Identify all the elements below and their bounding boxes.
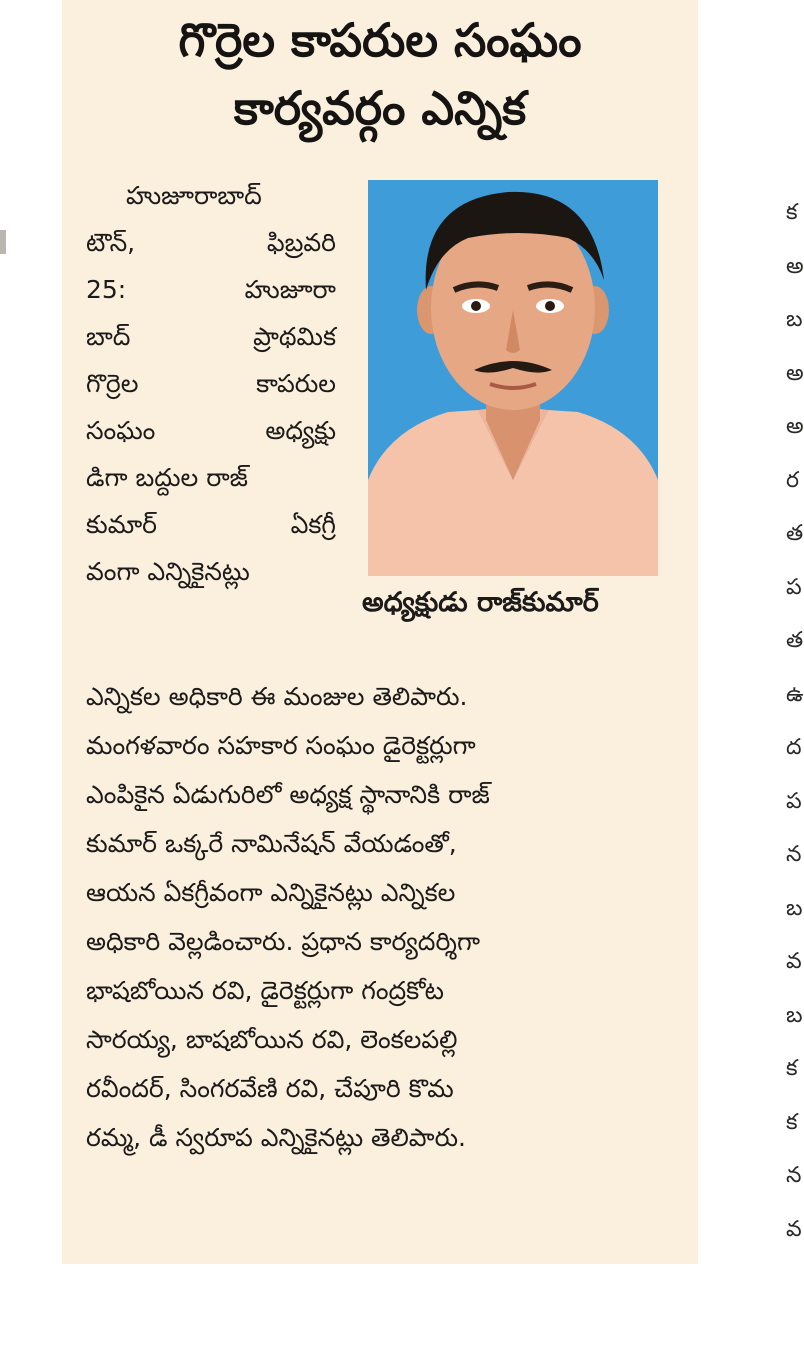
headline-line-2: కార్యవర్గం ఎన్నిక: [233, 81, 527, 135]
body-line: ఎన్నికల అధికారి ఈ మంజుల తెలిపారు.: [86, 682, 468, 711]
body-line: రవీందర్, సింగరవేణి రవి, చేపూరి కొమ: [86, 1074, 454, 1103]
headline-line-1: గొర్రెల కాపరుల సంఘం: [178, 13, 582, 67]
photo-caption: అధ్యక్షుడు రాజ్‌కుమార్: [362, 587, 599, 618]
side-char: త: [786, 521, 804, 546]
side-char: అ: [786, 360, 804, 386]
side-char: ర: [786, 467, 800, 493]
side-char: బ: [786, 1002, 803, 1028]
lead-line: డిగా బద్దుల రాజ్: [86, 463, 248, 492]
body-line: భాషబోయిన రవి, డైరెక్టర్లుగా గంద్రకోట: [86, 976, 444, 1005]
side-char: అ: [786, 253, 804, 279]
side-char: ద: [786, 735, 802, 760]
lead-line: 25: హుజూరా: [86, 275, 336, 304]
portrait-photo: [368, 180, 658, 576]
body-line: కుమార్ ఒక్కరే నామినేషన్ వేయడంతో,: [86, 829, 457, 858]
lead-line: కుమార్ ఏకగ్రీ: [86, 510, 336, 539]
side-char: బ: [786, 895, 803, 921]
side-char: ఉ: [786, 681, 804, 707]
lead-line: సంఘం అధ్యక్షు: [86, 416, 336, 445]
lead-paragraph: [86, 172, 336, 595]
side-char: అ: [786, 414, 804, 439]
lead-line: హుజూరాబాద్: [126, 181, 262, 210]
lead-line: గొర్రెల కాపరుల: [86, 369, 336, 398]
lead-line: వంగా ఎన్నికైనట్లు: [86, 557, 250, 586]
side-char: క: [786, 1109, 798, 1135]
body-line: ఎంపికైన ఏడుగురిలో అధ్యక్ష స్థానానికి రాజ్: [86, 780, 490, 809]
portrait-illustration: [368, 180, 658, 576]
side-char: న: [786, 842, 802, 867]
side-char: న: [786, 1163, 802, 1188]
side-char: త: [786, 628, 804, 653]
lead-line: టౌన్, ఫిబ్రవరి: [86, 228, 336, 257]
body-line: సారయ్య, బాషబోయిన రవి, లెంకలపల్లి: [86, 1025, 458, 1054]
side-char: క: [786, 200, 798, 225]
lead-line: బాద్ ప్రాథమిక: [86, 322, 336, 351]
side-char: క: [786, 1056, 798, 1081]
gutter-mark: [0, 230, 6, 254]
side-char: బ: [786, 307, 803, 332]
adjacent-column-fragment: [786, 186, 804, 1256]
body-paragraph: [86, 672, 686, 1162]
side-char: వ: [786, 1216, 802, 1242]
headline: [62, 6, 698, 142]
side-char: ప: [786, 788, 802, 814]
side-char: వ: [786, 949, 802, 974]
side-char: ప: [786, 574, 802, 600]
body-line: రమ్మ, డీ స్వరూప ఎన్నికైనట్లు తెలిపారు.: [86, 1123, 467, 1152]
body-line: ఆయన ఏకగ్రీవంగా ఎన్నికైనట్లు ఎన్నికల: [86, 878, 456, 907]
body-line: మంగళవారం సహకార సంఘం డైరెక్టర్లుగా: [86, 731, 476, 760]
body-line: అధికారి వెల్లడించారు. ప్రధాన కార్యదర్శిగా: [86, 927, 480, 956]
